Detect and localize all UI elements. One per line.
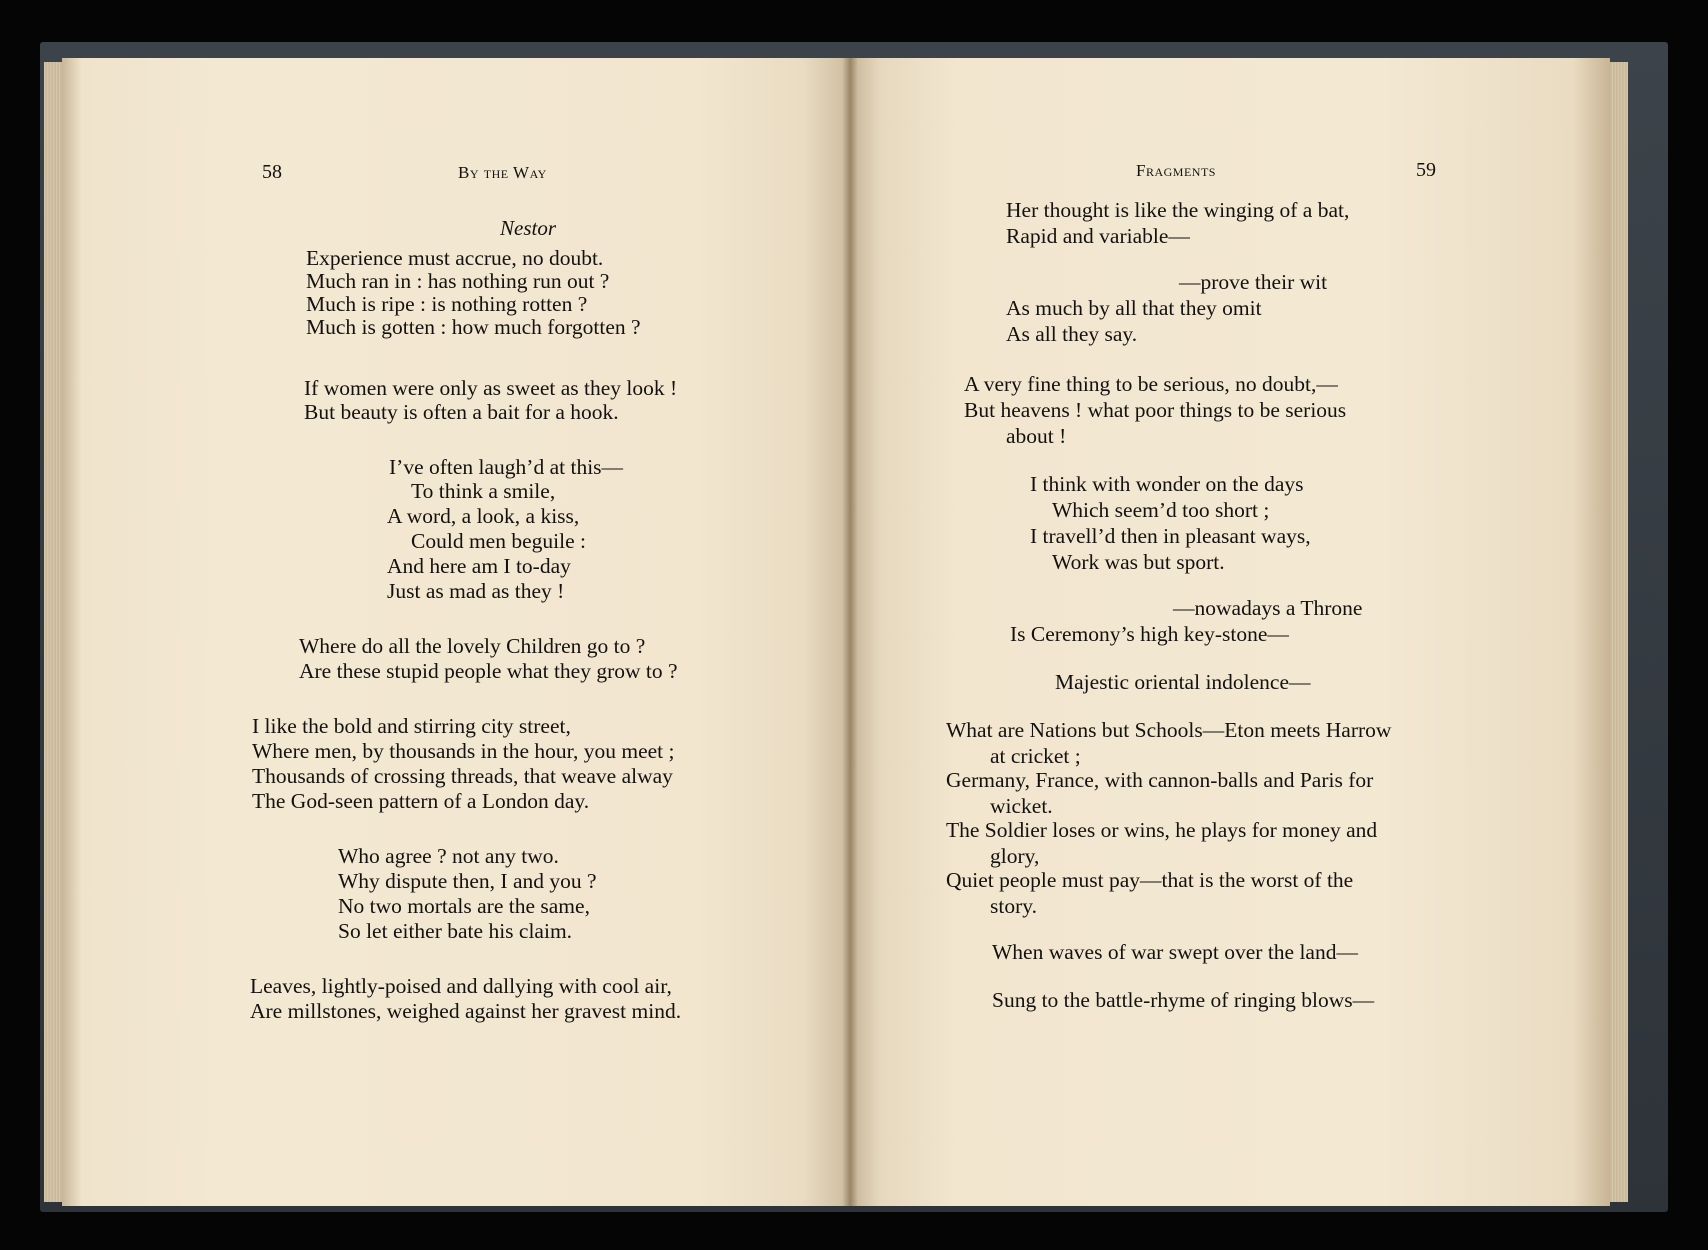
text-line: Where men, by thousands in the hour, you meet ; — [252, 739, 675, 763]
left-page-edges — [44, 62, 62, 1202]
text-line: Where do all the lovely Children go to ? — [299, 634, 646, 658]
text-line: But heavens ! what poor things to be serious — [964, 398, 1347, 422]
text-line: No two mortals are the same, — [338, 894, 590, 918]
text-line: Which seem’d too short ; — [1052, 498, 1270, 522]
running-head: By the Way — [458, 163, 547, 182]
text-line: When waves of war swept over the land— — [992, 940, 1358, 964]
text-line: I think with wonder on the days — [1030, 472, 1304, 496]
right-page — [850, 58, 1610, 1206]
text-line: And here am I to-day — [387, 554, 571, 578]
text-line: So let either bate his claim. — [338, 919, 573, 943]
text-line: Her thought is like the winging of a bat, — [1006, 198, 1350, 222]
text-line: As all they say. — [1006, 322, 1138, 346]
left-page — [62, 58, 850, 1206]
text-line: Are millstones, weighed against her gravest mind. — [250, 999, 682, 1023]
book-gutter — [842, 58, 858, 1206]
text-line: Thousands of crossing threads, that weave alway — [252, 764, 673, 788]
text-line: —nowadays a Throne — [1173, 596, 1363, 620]
text-line: A very fine thing to be serious, no doubt,— — [964, 372, 1338, 396]
right-page-edges — [1610, 62, 1628, 1202]
text-line: I like the bold and stirring city street, — [252, 714, 571, 738]
text-line: As much by all that they omit — [1006, 296, 1262, 320]
text-line: Why dispute then, I and you ? — [338, 869, 597, 893]
text-line: Experience must accrue, no doubt. — [306, 246, 604, 270]
text-line: The God-seen pattern of a London day. — [252, 789, 590, 813]
text-line: about ! — [1006, 424, 1067, 448]
text-line: What are Nations but Schools—Eton meets Harrow — [946, 718, 1392, 742]
text-line: Are these stupid people what they grow to ? — [299, 659, 678, 683]
poem-title: Nestor — [500, 216, 557, 240]
text-line: Germany, France, with cannon-balls and Paris for — [946, 768, 1374, 792]
text-line: I’ve often laugh’d at this— — [389, 455, 624, 479]
text-line: at cricket ; — [990, 744, 1081, 768]
text-line: I travell’d then in pleasant ways, — [1030, 524, 1311, 548]
text-line: Majestic oriental indolence— — [1055, 670, 1311, 694]
text-line: Much ran in : has nothing run out ? — [306, 269, 610, 293]
text-line: glory, — [990, 844, 1040, 868]
text-line: If women were only as sweet as they look ! — [304, 376, 678, 400]
text-line: Leaves, lightly-poised and dallying with cool air, — [250, 974, 672, 998]
page-number: 58 — [262, 161, 282, 183]
text-line: To think a smile, — [411, 479, 556, 503]
text-line: Much is ripe : is nothing rotten ? — [306, 292, 588, 316]
text-line: Quiet people must pay—that is the worst of the — [946, 868, 1354, 892]
text-line: Just as mad as they ! — [387, 579, 565, 603]
text-line: Is Ceremony’s high key-stone— — [1010, 622, 1289, 646]
text-line: Sung to the battle-rhyme of ringing blows— — [992, 988, 1375, 1012]
text-line: Who agree ? not any two. — [338, 844, 559, 868]
text-line: Could men beguile : — [411, 529, 586, 553]
text-line: story. — [990, 894, 1037, 918]
page-number: 59 — [1416, 159, 1436, 181]
running-head: Fragments — [1136, 161, 1216, 180]
text-line: A word, a look, a kiss, — [387, 504, 580, 528]
text-line: Work was but sport. — [1052, 550, 1225, 574]
text-line: The Soldier loses or wins, he plays for money and — [946, 818, 1378, 842]
text-line: But beauty is often a bait for a hook. — [304, 400, 619, 424]
text-line: Much is gotten : how much forgotten ? — [306, 315, 641, 339]
text-line: —prove their wit — [1179, 270, 1328, 294]
text-line: Rapid and variable— — [1006, 224, 1190, 248]
text-line: wicket. — [990, 794, 1053, 818]
